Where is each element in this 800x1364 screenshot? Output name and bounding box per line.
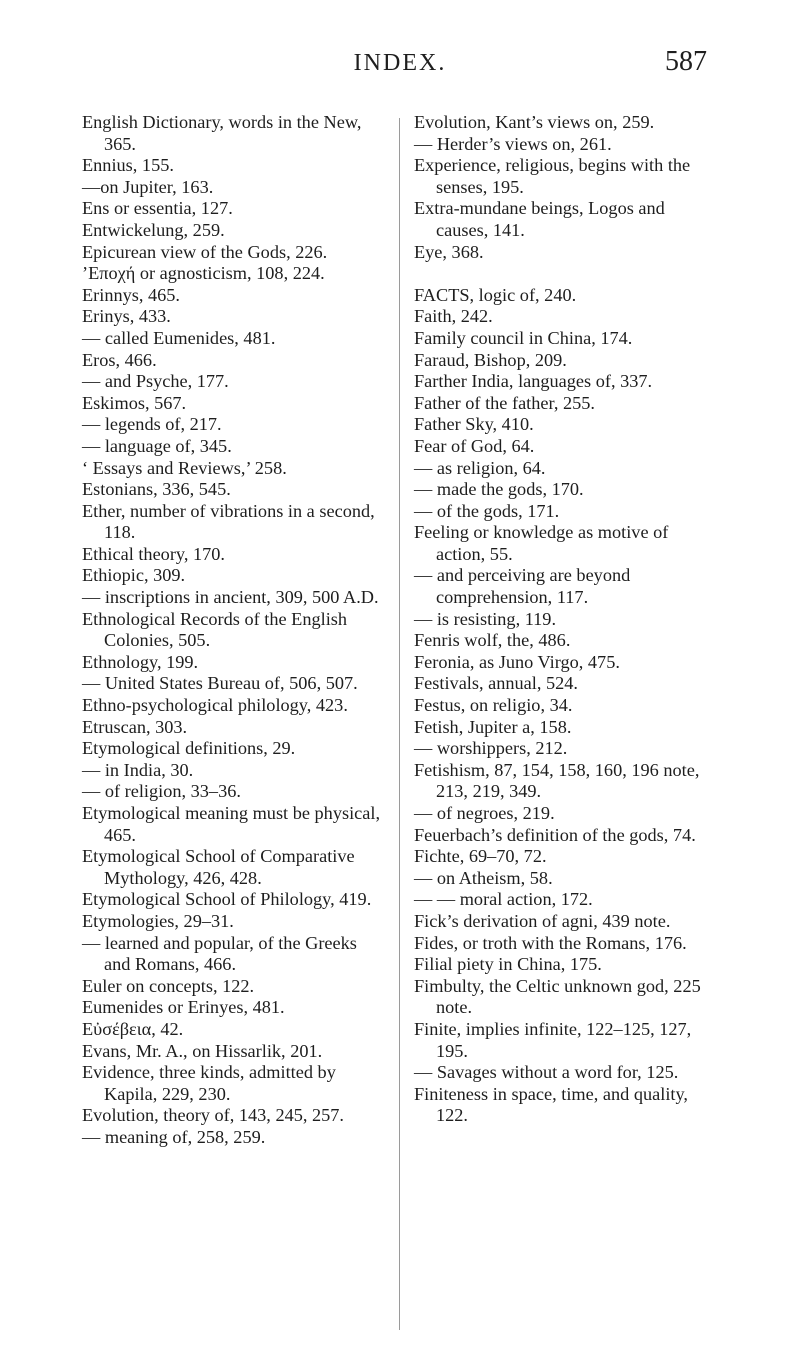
index-entry: — is resisting, 119. bbox=[414, 608, 557, 629]
index-entry: Εὐσέβεια, 42. bbox=[82, 1018, 184, 1039]
index-entry: Fetishism, 87, 154, 158, 160, 196 note, 213, 219, 349. bbox=[414, 759, 700, 802]
index-entry: FACTS, logic of, 240. bbox=[414, 284, 577, 305]
index-entry: Ethical theory, 170. bbox=[82, 543, 225, 564]
index-entry: — — moral action, 172. bbox=[414, 889, 593, 910]
running-head: INDEX. bbox=[353, 50, 447, 76]
index-entry: — made the gods, 170. bbox=[414, 479, 584, 500]
index-entry: — inscriptions in ancient, 309, 500 A.D. bbox=[82, 587, 379, 608]
index-entry: Extra-mundane beings, Logos and causes, 141. bbox=[414, 198, 665, 240]
index-entry: Erinys, 433. bbox=[82, 306, 171, 327]
index-column-right bbox=[414, 112, 716, 1127]
index-entry: — of religion, 33–36. bbox=[82, 781, 241, 802]
index-entry: Entwickelung, 259. bbox=[82, 219, 225, 240]
index-entry: Etymological meaning must be physical, 465. bbox=[82, 803, 381, 845]
index-entry: Fick’s derivation of agni, 439 note. bbox=[414, 910, 671, 931]
index-entry: Fides, or troth with the Romans, 176. bbox=[414, 932, 687, 953]
index-entry: —on Jupiter, 163. bbox=[82, 176, 214, 197]
index-entry: Etymological School of Comparative Mythology, 426, 428. bbox=[82, 846, 355, 888]
index-entry: — Herder’s views on, 261. bbox=[414, 133, 612, 154]
column-divider bbox=[399, 118, 400, 1330]
index-entry: ’Εποχή or agnosticism, 108, 224. bbox=[82, 263, 325, 284]
index-entry: — United States Bureau of, 506, 507. bbox=[82, 673, 358, 694]
index-entry: Festus, on religio, 34. bbox=[414, 695, 573, 716]
index-entry: Feuerbach’s definition of the gods, 74. bbox=[414, 824, 696, 845]
index-entry: Ennius, 155. bbox=[82, 155, 174, 176]
index-entry: Ens or essentia, 127. bbox=[82, 198, 233, 219]
index-entry: — on Atheism, 58. bbox=[414, 867, 553, 888]
index-entry: — as religion, 64. bbox=[414, 457, 546, 478]
index-entry: Family council in China, 174. bbox=[414, 327, 633, 348]
index-entry: Evolution, Kant’s views on, 259. bbox=[414, 112, 655, 132]
index-entry: Evidence, three kinds, admitted by Kapila, 229, 230. bbox=[82, 1062, 336, 1104]
index-entry: Feronia, as Juno Virgo, 475. bbox=[414, 651, 620, 672]
index-entry: Farther India, languages of, 337. bbox=[414, 371, 653, 392]
index-entry: — in India, 30. bbox=[82, 759, 194, 780]
index-entry: Estonians, 336, 545. bbox=[82, 479, 231, 500]
page-header bbox=[0, 46, 800, 92]
index-entry: — and Psyche, 177. bbox=[82, 371, 229, 392]
index-entry: Faith, 242. bbox=[414, 306, 493, 327]
index-entry: English Dictionary, words in the New, 365. bbox=[82, 112, 362, 154]
index-entry: — language of, 345. bbox=[82, 435, 232, 456]
index-entry: — Savages without a word for, 125. bbox=[414, 1062, 679, 1083]
index-entry: Fetish, Jupiter a, 158. bbox=[414, 716, 572, 737]
index-entry: — worshippers, 212. bbox=[414, 738, 568, 759]
index-entry: Father of the father, 255. bbox=[414, 392, 596, 413]
index-entry: Ether, number of vibrations in a second, 118. bbox=[82, 500, 375, 543]
index-entry: Experience, religious, begins with the senses, 195. bbox=[414, 155, 691, 197]
index-entry: Faraud, Bishop, 209. bbox=[414, 349, 567, 370]
index-entry: — called Eumenides, 481. bbox=[82, 327, 276, 348]
index-entry: Eye, 368. bbox=[414, 241, 484, 262]
index-entry: Evans, Mr. A., on Hissarlik, 201. bbox=[82, 1040, 323, 1061]
index-entry: Ethiopic, 309. bbox=[82, 565, 186, 586]
index-entry: Evolution, theory of, 143, 245, 257. bbox=[82, 1105, 345, 1126]
index-entry: Euler on concepts, 122. bbox=[82, 975, 255, 996]
page-number: 587 bbox=[665, 46, 707, 77]
index-entry: Etymologies, 29–31. bbox=[82, 910, 234, 931]
index-entry: — of the gods, 171. bbox=[414, 500, 560, 521]
index-column-left bbox=[82, 112, 382, 1149]
index-entry: Fenris wolf, the, 486. bbox=[414, 630, 571, 651]
index-entry: Fimbulty, the Celtic unknown god, 225 note. bbox=[414, 975, 701, 1018]
index-entry: Finite, implies infinite, 122–125, 127, 195. bbox=[414, 1018, 692, 1061]
index-entry: Eskimos, 567. bbox=[82, 392, 187, 413]
index-entry: Feeling or knowledge as motive of action, 55. bbox=[414, 522, 669, 564]
index-entry: Ethno-psychological philology, 423. bbox=[82, 695, 348, 716]
index-entry: — meaning of, 258, 259. bbox=[82, 1126, 266, 1147]
index-entry: Finiteness in space, time, and quality, 122. bbox=[414, 1083, 688, 1126]
index-entry: Father Sky, 410. bbox=[414, 414, 534, 435]
index-entry: Fear of God, 64. bbox=[414, 435, 535, 456]
index-entry: Etymological definitions, 29. bbox=[82, 738, 296, 759]
index-entry: Festivals, annual, 524. bbox=[414, 673, 579, 694]
index-entry: — learned and popular, of the Greeks and Romans, 466. bbox=[82, 932, 357, 975]
index-entry: Eumenides or Erinyes, 481. bbox=[82, 997, 285, 1018]
index-entry: — legends of, 217. bbox=[82, 414, 222, 435]
index-entry: Etymological School of Philology, 419. bbox=[82, 889, 372, 910]
index-entry: Ethnology, 199. bbox=[82, 651, 199, 672]
index-entry: — of negroes, 219. bbox=[414, 803, 555, 823]
index-entry: Erinnys, 465. bbox=[82, 284, 181, 305]
index-entry: Filial piety in China, 175. bbox=[414, 954, 602, 975]
index-entry: Etruscan, 303. bbox=[82, 716, 188, 737]
index-entry: Fichte, 69–70, 72. bbox=[414, 846, 547, 867]
index-entry: ‘ Essays and Reviews,’ 258. bbox=[82, 457, 287, 478]
index-entry: — and perceiving are beyond comprehension, 117. bbox=[414, 565, 631, 608]
index-entry: Ethnological Records of the English Colonies, 505. bbox=[82, 608, 348, 651]
index-entry: Eros, 466. bbox=[82, 349, 157, 370]
index-entry: Epicurean view of the Gods, 226. bbox=[82, 241, 328, 262]
